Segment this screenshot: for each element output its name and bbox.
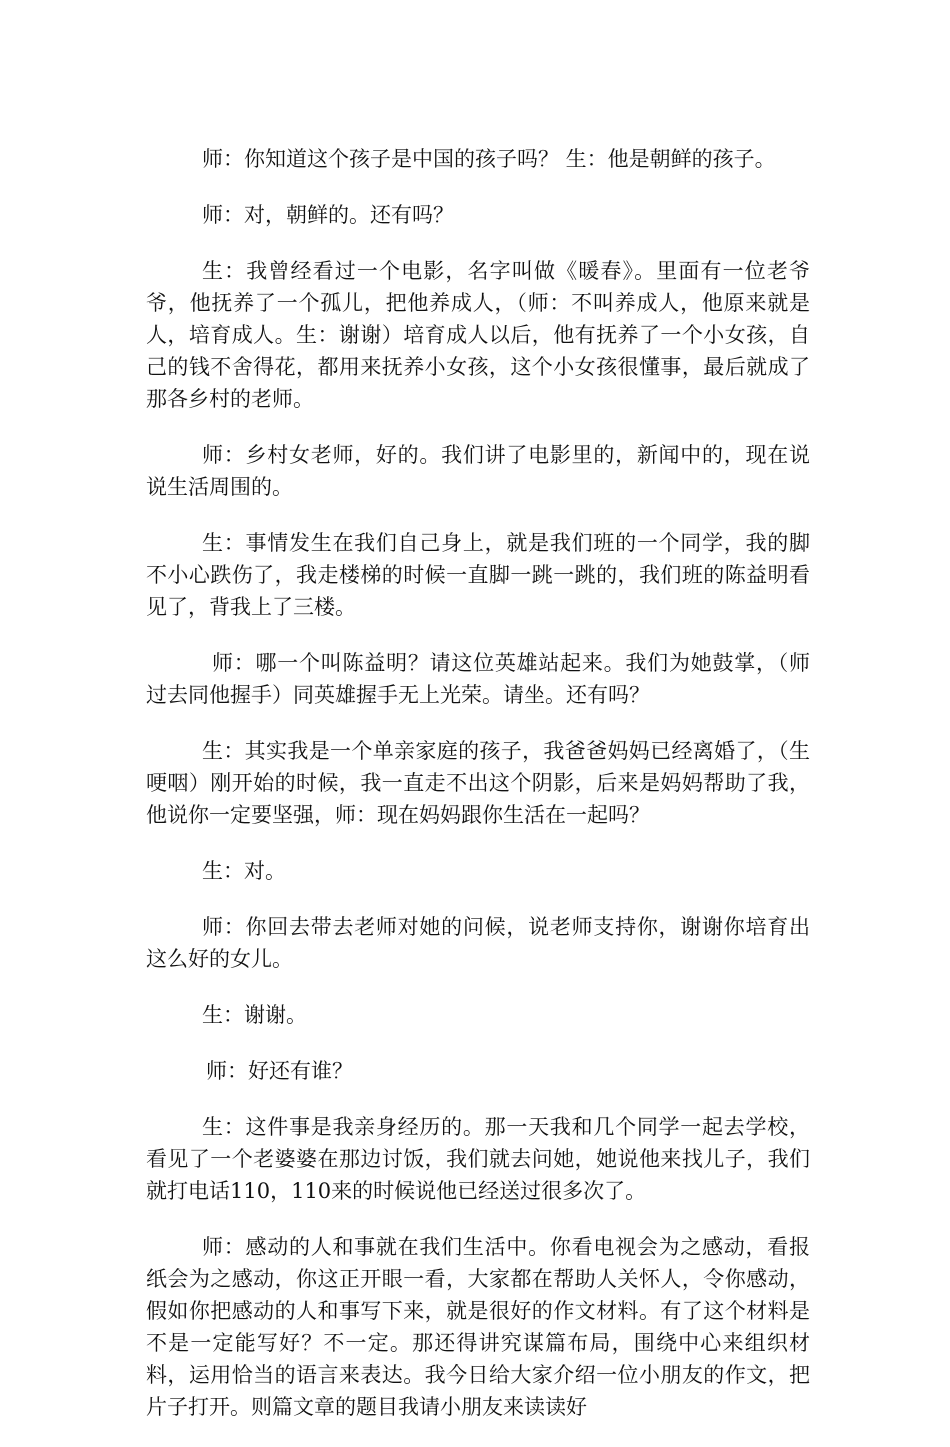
paragraph-teacher-hero: 师：哪一个叫陈益明？请这位英雄站起来。我们为她鼓掌，（师过去同他握手）同英雄握手无上光荣。请坐。还有吗？ [146, 651, 810, 707]
paragraph-student-yes: 生：对。 [202, 859, 286, 883]
paragraph-teacher-village: 师：乡村女老师，好的。我们讲了电影里的，新闻中的，现在说说生活周围的。 [146, 443, 810, 499]
paragraph-student-grandma: 生：这件事是我亲身经历的。那一天我和几个同学一起去学校，看见了一个老婆婆在那边讨饭，我们就去问她，她说他来找儿子，我们就打电话110，110来的时候说他已经送过很多次了。 [146, 1115, 810, 1203]
paragraph-teacher-greeting: 师：你回去带去老师对她的问候，说老师支持你，谢谢你培育出这么好的女儿。 [146, 915, 810, 971]
paragraph-student-thanks: 生：谢谢。 [202, 1003, 307, 1027]
paragraph-teacher-summary: 师：感动的人和事就在我们生活中。你看电视会为之感动，看报纸会为之感动，你这正开眼一看，大家都在帮助人关怀人，令你感动，假如你把感动的人和事写下来，就是很好的作文材料。有了这个材料是不是一定能写好？不一定。那还得讲究谋篇布局，围绕中心来组织材料，运用恰当的语言来表达。我今日给大家介绍一位小朋友的作文，把片子打开。则篇文章的题目我请小朋友来读读好 [146, 1235, 810, 1419]
paragraph-teacher-reply: 师：对，朝鲜的。还有吗？ [202, 203, 454, 227]
paragraph-student-family: 生：其实我是一个单亲家庭的孩子，我爸爸妈妈已经离婚了，（生哽咽）刚开始的时候，我一直走不出这个阴影，后来是妈妈帮助了我，他说你一定要坚强，师：现在妈妈跟你生活在一起吗？ [146, 739, 810, 827]
paragraph-student-movie: 生：我曾经看过一个电影，名字叫做《暖春》。里面有一位老爷爷，他抚养了一个孤儿，把他养成人，（师：不叫养成人，他原来就是人，培育成人。生：谢谢）培育成人以后，他有抚养了一个小女孩，自己的钱不舍得花，都用来抚养小女孩，这个小女孩很懂事，最后就成了那各乡村的老师。 [146, 259, 810, 411]
paragraph-teacher-question: 师：你知道这个孩子是中国的孩子吗？ 生：他是朝鲜的孩子。 [202, 147, 776, 171]
paragraph-student-injury: 生：事情发生在我们自己身上，就是我们班的一个同学，我的脚不小心跌伤了，我走楼梯的时候一直脚一跳一跳的，我们班的陈益明看见了，背我上了三楼。 [146, 531, 810, 619]
paragraph-teacher-who-else: 师：好还有谁？ [206, 1059, 353, 1083]
document-body [146, 143, 810, 1447]
